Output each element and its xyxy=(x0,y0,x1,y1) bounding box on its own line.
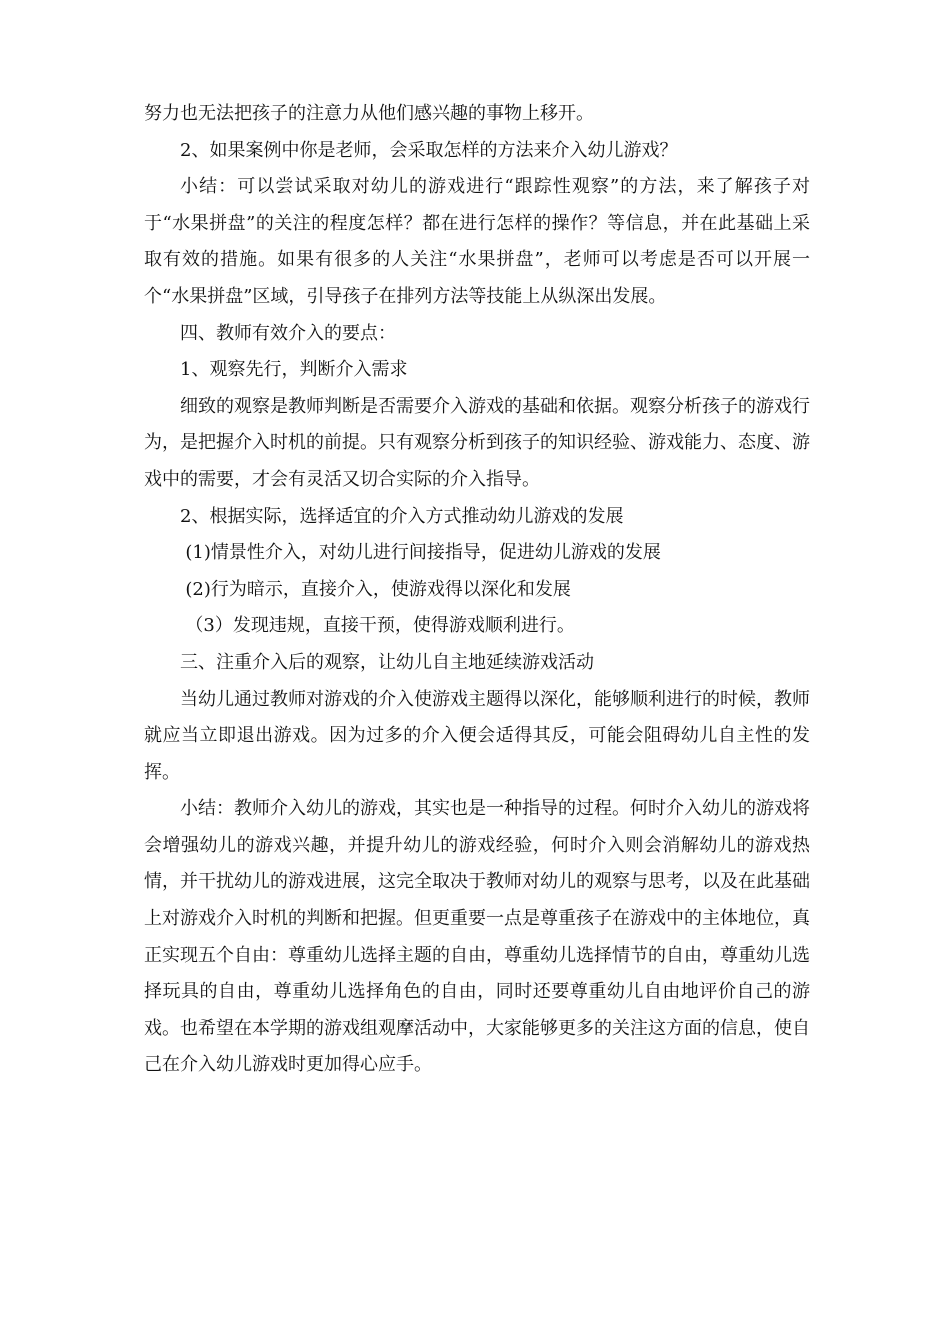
document-body xyxy=(144,96,810,1084)
sub-item-3: （3）发现违规，直接干预，使得游戏顺利进行。 xyxy=(185,615,575,637)
sub-item-2: (2)行为暗示，直接介入，使游戏得以深化和发展 xyxy=(185,578,571,600)
point-heading-2: 2、根据实际，选择适宜的介入方式推动幼儿游戏的发展 xyxy=(180,505,624,527)
section-heading-4: 四、教师有效介入的要点： xyxy=(180,322,396,344)
section-heading-3: 三、注重介入后的观察，让幼儿自主地延续游戏活动 xyxy=(180,651,594,673)
point-heading-1: 1、观察先行，判断介入需求 xyxy=(180,359,408,381)
observation-paragraph: 细致的观察是教师判断是否需要介入游戏的基础和依据。观察分析孩子的游戏行为，是把握介入时机的前提。只有观察分析到孩子的知识经验、游戏能力、态度、游戏中的需要，才会有灵活又切合实际的介入指导。 xyxy=(144,395,810,490)
summary-paragraph-1: 小结：可以尝试采取对幼儿的游戏进行“跟踪性观察”的方法，来了解孩子对于“水果拼盘”的关注的程度怎样？都在进行怎样的操作？等信息，并在此基础上采取有效的措施。如果有很多的人关注“水果拼盘”，老师可以考虑是否可以开展一个“水果拼盘”区域，引导孩子在排列方法等技能上从纵深出发展。 xyxy=(144,176,810,307)
sub-item-1: (1)情景性介入，对幼儿进行间接指导，促进幼儿游戏的发展 xyxy=(185,542,661,564)
question-2: 2、如果案例中你是老师，会采取怎样的方法来介入幼儿游戏？ xyxy=(180,139,678,161)
exit-game-paragraph: 当幼儿通过教师对游戏的介入使游戏主题得以深化，能够顺利进行的时候，教师就应当立即退出游戏。因为过多的介入便会适得其反，可能会阻碍幼儿自主性的发挥。 xyxy=(144,688,810,783)
summary-paragraph-2: 小结：教师介入幼儿的游戏，其实也是一种指导的过程。何时介入幼儿的游戏将会增强幼儿的游戏兴趣，并提升幼儿的游戏经验，何时介入则会消解幼儿的游戏热情，并干扰幼儿的游戏进展，这完全取决于教师对幼儿的观察与思考，以及在此基础上对游戏介入时机的判断和把握。但更重要一点是尊重孩子在游戏中的主体地位，真正实现五个自由：尊重幼儿选择主题的自由，尊重幼儿选择情节的自由，尊重幼儿选择玩具的自由，尊重幼儿选择角色的自由，同时还要尊重幼儿自由地评价自己的游戏。也希望在本学期的游戏组观摩活动中，大家能够更多的关注这方面的信息，使自己在介入幼儿游戏时更加得心应手。 xyxy=(144,798,810,1076)
paragraph-continuation: 努力也无法把孩子的注意力从他们感兴趣的事物上移开。 xyxy=(144,103,594,124)
